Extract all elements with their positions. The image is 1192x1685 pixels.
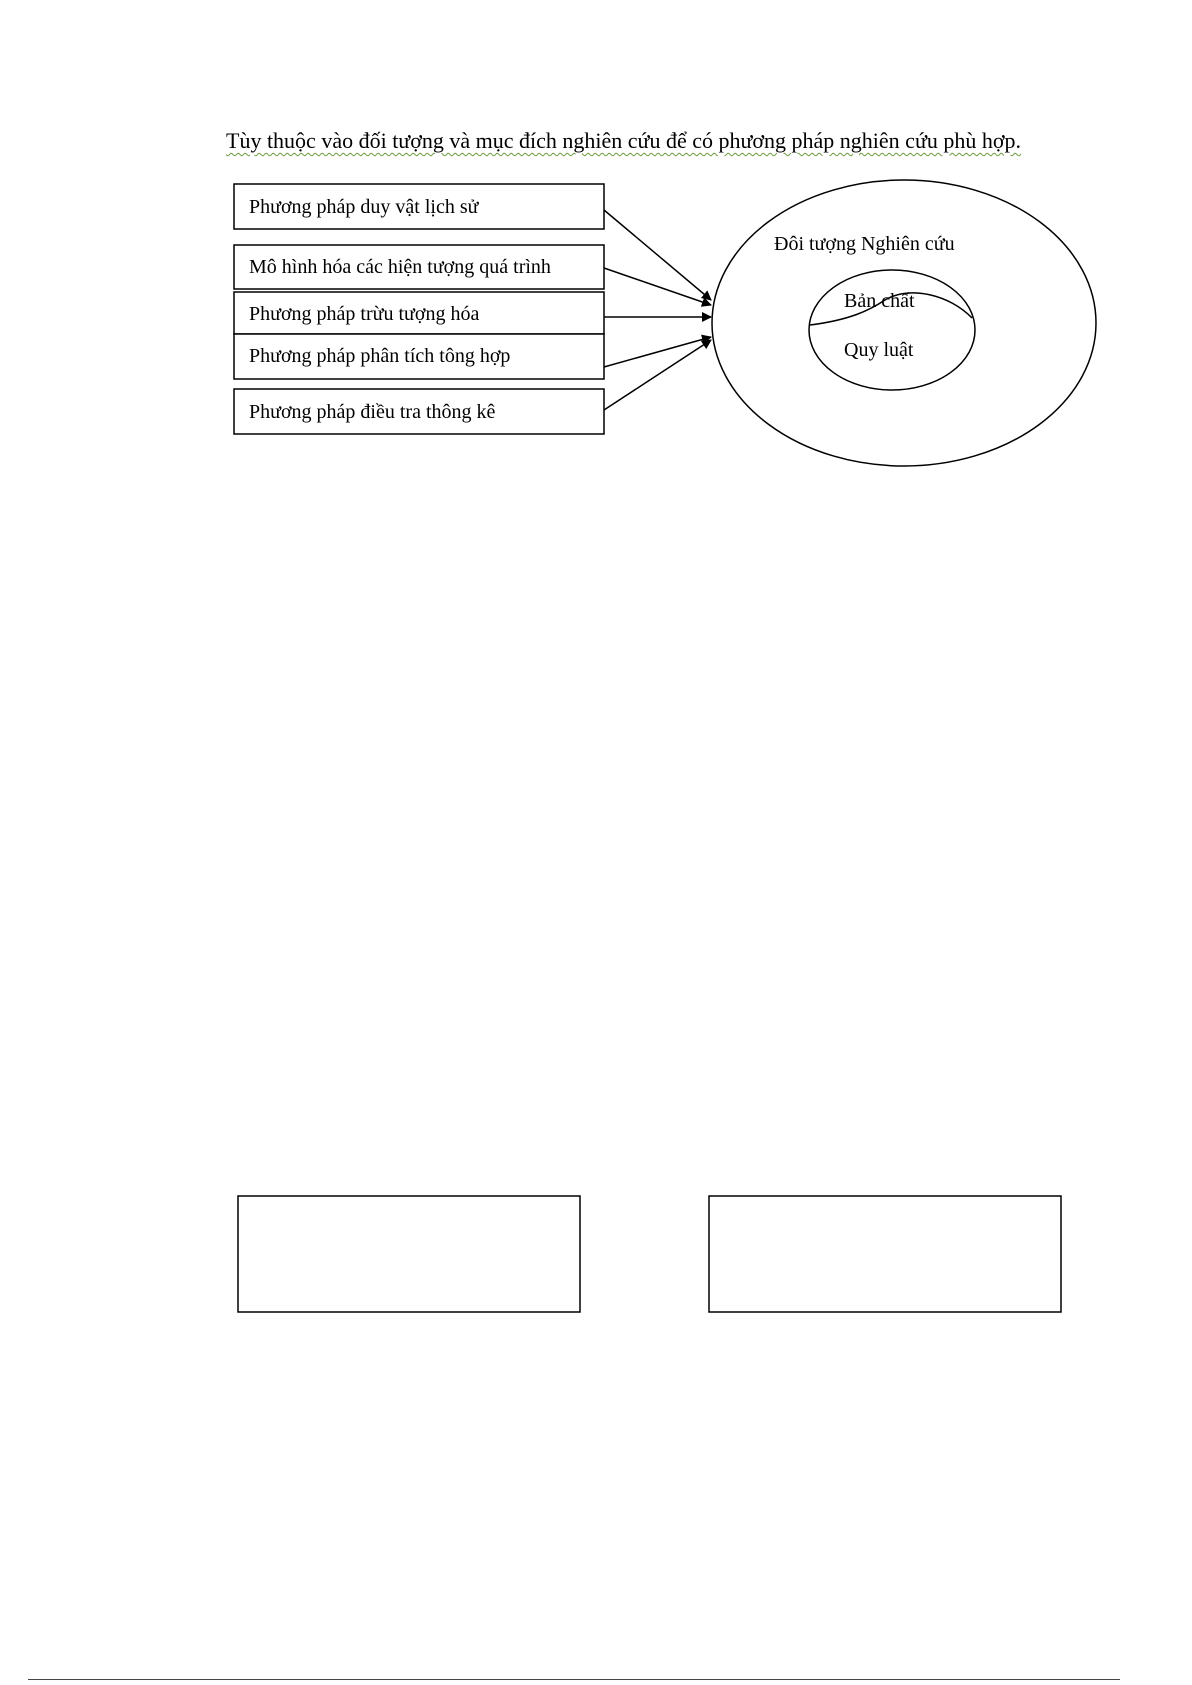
method-label-5: Phương pháp điều tra thông kê (249, 401, 496, 423)
method-box-3 (234, 292, 604, 334)
method-box-4 (234, 334, 604, 379)
empty-box-right (709, 1196, 1061, 1312)
inner-ellipse (809, 270, 975, 390)
page-heading: Tùy thuộc vào đối tượng và mục đích nghiên cứu để có phương pháp nghiên cứu phù hợp. (226, 128, 1021, 153)
page-footer-line (28, 1679, 1120, 1680)
inner-label-bottom: Quy luật (844, 339, 914, 361)
method-label-4: Phương pháp phân tích tông hợp (249, 345, 511, 367)
method-label-1: Phương pháp duy vật lịch sử (249, 196, 479, 218)
method-box-5 (234, 389, 604, 434)
empty-box-left (238, 1196, 580, 1312)
arrow-4 (604, 337, 711, 367)
arrow-5 (604, 340, 711, 410)
inner-label-top: Bản chất (844, 290, 915, 312)
method-label-2: Mô hình hóa các hiện tượng quá trình (249, 256, 551, 278)
method-box-1 (234, 184, 604, 229)
target-label: Đôi tượng Nghiên cứu (774, 233, 955, 255)
outer-ellipse (712, 180, 1096, 466)
method-box-2 (234, 245, 604, 289)
method-label-3: Phương pháp trừu tượng hóa (249, 303, 480, 325)
